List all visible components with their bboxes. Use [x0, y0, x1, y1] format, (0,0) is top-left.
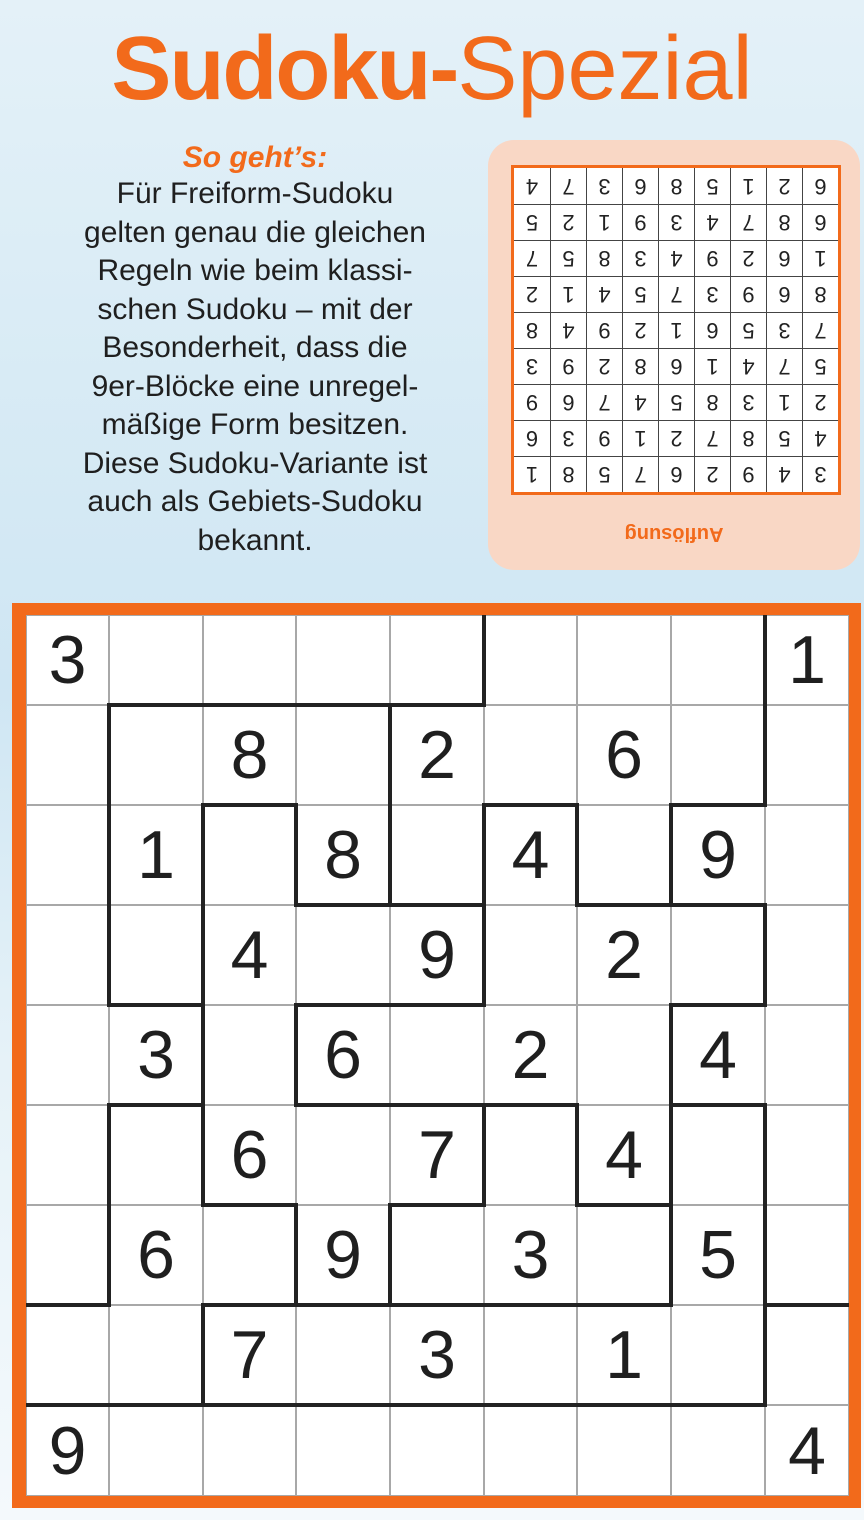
sudoku-cell[interactable]: 9 [671, 805, 765, 905]
sudoku-cell[interactable]: 6 [109, 1205, 203, 1305]
solution-cell: 8 [766, 204, 802, 240]
solution-cell: 8 [514, 312, 550, 348]
sudoku-cell[interactable] [390, 1405, 484, 1496]
solution-cell: 4 [622, 384, 658, 420]
solution-cell: 9 [586, 312, 622, 348]
sudoku-cell[interactable] [109, 905, 203, 1005]
solution-cell: 2 [730, 240, 766, 276]
sudoku-cell[interactable] [484, 1105, 577, 1205]
solution-cell: 3 [658, 204, 694, 240]
solution-cell: 5 [730, 312, 766, 348]
sudoku-cell[interactable] [296, 1305, 390, 1405]
sudoku-cell[interactable] [296, 1105, 390, 1205]
solution-cell: 7 [550, 168, 586, 204]
sudoku-cell[interactable] [203, 805, 296, 905]
sudoku-cell[interactable]: 3 [26, 615, 109, 705]
puzzle-grid [26, 615, 849, 1496]
solution-cell: 3 [550, 420, 586, 456]
sudoku-cell[interactable] [203, 615, 296, 705]
solution-cell: 6 [658, 348, 694, 384]
sudoku-cell[interactable]: 6 [203, 1105, 296, 1205]
solution-cell: 5 [514, 204, 550, 240]
sudoku-cell[interactable] [765, 705, 849, 805]
sudoku-cell[interactable] [296, 615, 390, 705]
sudoku-cell[interactable] [765, 1105, 849, 1205]
solution-cell: 1 [802, 240, 838, 276]
sudoku-cell[interactable] [390, 1005, 484, 1105]
sudoku-cell[interactable]: 9 [26, 1405, 109, 1496]
solution-cell: 9 [622, 204, 658, 240]
solution-cell: 4 [802, 420, 838, 456]
solution-cell: 1 [658, 312, 694, 348]
solution-cell: 1 [730, 168, 766, 204]
sudoku-cell[interactable] [390, 615, 484, 705]
solution-cell: 8 [586, 240, 622, 276]
solution-cell: 3 [514, 348, 550, 384]
page-title [0, 14, 864, 124]
sudoku-cell[interactable] [296, 1405, 390, 1496]
sudoku-cell[interactable] [577, 1405, 671, 1496]
sudoku-cell[interactable]: 8 [296, 805, 390, 905]
sudoku-cell[interactable] [26, 805, 109, 905]
solution-cell: 9 [694, 240, 730, 276]
solution-cell: 5 [622, 276, 658, 312]
solution-label: Auflösung [624, 523, 724, 545]
solution-cell: 7 [622, 456, 658, 492]
sudoku-cell[interactable]: 2 [484, 1005, 577, 1105]
solution-cell: 5 [802, 348, 838, 384]
sudoku-cell[interactable]: 3 [484, 1205, 577, 1305]
solution-cell: 6 [802, 168, 838, 204]
solution-cell: 5 [586, 456, 622, 492]
sudoku-cell[interactable] [296, 905, 390, 1005]
solution-cell: 8 [658, 168, 694, 204]
sudoku-cell[interactable] [577, 1205, 671, 1305]
sudoku-cell[interactable] [390, 805, 484, 905]
sudoku-cell[interactable]: 2 [577, 905, 671, 1005]
sudoku-cell[interactable]: 4 [203, 905, 296, 1005]
solution-cell: 9 [586, 420, 622, 456]
sudoku-cell[interactable] [26, 905, 109, 1005]
solution-cell: 2 [694, 456, 730, 492]
sudoku-cell[interactable] [484, 1405, 577, 1496]
solution-cell: 3 [766, 312, 802, 348]
sudoku-cell[interactable] [671, 1305, 765, 1405]
title-part-2: Spezial [457, 19, 753, 119]
solution-cell: 3 [586, 168, 622, 204]
sudoku-cell[interactable]: 3 [390, 1305, 484, 1405]
sudoku-cell[interactable] [671, 1405, 765, 1496]
sudoku-cell[interactable]: 9 [390, 905, 484, 1005]
solution-grid [511, 165, 841, 495]
sudoku-cell[interactable] [577, 805, 671, 905]
solution-cell: 9 [730, 456, 766, 492]
solution-cell: 6 [766, 276, 802, 312]
solution-cell: 6 [766, 240, 802, 276]
solution-cell: 7 [514, 240, 550, 276]
solution-cell: 6 [622, 168, 658, 204]
sudoku-cell[interactable]: 1 [109, 805, 203, 905]
solution-cell: 9 [514, 384, 550, 420]
solution-cell: 1 [766, 384, 802, 420]
solution-cell: 4 [586, 276, 622, 312]
sudoku-cell[interactable] [765, 905, 849, 1005]
solution-cell: 6 [550, 384, 586, 420]
solution-cell: 7 [730, 204, 766, 240]
sudoku-cell[interactable]: 8 [203, 705, 296, 805]
sudoku-cell[interactable]: 3 [109, 1005, 203, 1105]
sudoku-cell[interactable] [484, 1305, 577, 1405]
solution-cell: 2 [622, 312, 658, 348]
solution-cell: 3 [730, 384, 766, 420]
sudoku-cell[interactable]: 1 [577, 1305, 671, 1405]
sudoku-cell[interactable]: 4 [671, 1005, 765, 1105]
sudoku-cell[interactable] [765, 1005, 849, 1105]
solution-cell: 8 [622, 348, 658, 384]
sudoku-cell[interactable] [26, 1105, 109, 1205]
sudoku-cell[interactable] [484, 615, 577, 705]
sudoku-cell[interactable] [109, 615, 203, 705]
sudoku-cell[interactable] [671, 905, 765, 1005]
sudoku-cell[interactable] [296, 705, 390, 805]
sudoku-cell[interactable]: 6 [296, 1005, 390, 1105]
sudoku-cell[interactable] [109, 1405, 203, 1496]
solution-cell: 8 [550, 456, 586, 492]
sudoku-cell[interactable] [765, 1205, 849, 1305]
sudoku-cell[interactable]: 4 [484, 805, 577, 905]
sudoku-cell[interactable] [203, 1205, 296, 1305]
sudoku-cell[interactable] [484, 705, 577, 805]
sudoku-cell[interactable]: 2 [390, 705, 484, 805]
solution-cell: 4 [766, 456, 802, 492]
solution-cell: 1 [586, 204, 622, 240]
solution-cell: 5 [694, 168, 730, 204]
solution-cell: 9 [550, 348, 586, 384]
solution-cell: 3 [802, 456, 838, 492]
instructions-text: Für Freiform-Sudoku gelten genau die gleichen Regeln wie beim klassi- schen Sudoku – mit der Besonderheit, dass die 9er-Blöcke eine unregel- mäßige Form besitzen. Diese Sudoku-Variante ist auch als Gebiets-Sudoku bekannt. [82, 177, 428, 557]
solution-cell: 2 [766, 168, 802, 204]
sudoku-cell[interactable] [109, 1105, 203, 1205]
solution-cell: 6 [802, 204, 838, 240]
solution-cell: 5 [550, 240, 586, 276]
solution-cell: 3 [694, 276, 730, 312]
instructions-heading: So geht’s: [182, 141, 328, 174]
sudoku-cell[interactable] [577, 615, 671, 705]
solution-cell: 2 [514, 276, 550, 312]
solution-cell: 7 [658, 276, 694, 312]
sudoku-cell[interactable]: 4 [765, 1405, 849, 1496]
solution-cell: 1 [694, 348, 730, 384]
sudoku-cell[interactable] [671, 1105, 765, 1205]
solution-cell: 7 [586, 384, 622, 420]
solution-cell: 7 [802, 312, 838, 348]
sudoku-cell[interactable] [765, 1305, 849, 1405]
solution-cell: 4 [550, 312, 586, 348]
sudoku-cell[interactable] [26, 1305, 109, 1405]
solution-cell: 2 [550, 204, 586, 240]
sudoku-cell[interactable] [671, 615, 765, 705]
sudoku-cell[interactable]: 7 [390, 1105, 484, 1205]
solution-cell: 1 [550, 276, 586, 312]
solution-cell: 4 [730, 348, 766, 384]
sudoku-cell[interactable]: 7 [203, 1305, 296, 1405]
solution-cell: 1 [622, 420, 658, 456]
sudoku-cell[interactable] [484, 905, 577, 1005]
sudoku-cell[interactable] [765, 805, 849, 905]
solution-cell: 6 [514, 420, 550, 456]
solution-cell: 2 [658, 420, 694, 456]
solution-cell: 4 [658, 240, 694, 276]
sudoku-cell[interactable] [109, 1305, 203, 1405]
solution-cell: 5 [766, 420, 802, 456]
sudoku-cell[interactable] [671, 705, 765, 805]
sudoku-cell[interactable] [26, 705, 109, 805]
solution-cell: 8 [730, 420, 766, 456]
sudoku-cell[interactable] [203, 1405, 296, 1496]
solution-cell: 7 [694, 420, 730, 456]
sudoku-cell[interactable] [26, 1005, 109, 1105]
sudoku-cell[interactable]: 9 [296, 1205, 390, 1305]
sudoku-cell[interactable] [109, 705, 203, 805]
sudoku-cell[interactable] [203, 1005, 296, 1105]
solution-cell: 2 [586, 348, 622, 384]
solution-cell: 4 [525, 174, 539, 199]
title-part-1: Sudoku- [111, 19, 458, 119]
solution-cell: 3 [622, 240, 658, 276]
solution-cell: 4 [694, 204, 730, 240]
sudoku-cell[interactable]: 6 [577, 705, 671, 805]
sudoku-cell[interactable]: 4 [577, 1105, 671, 1205]
solution-cell: 6 [694, 312, 730, 348]
solution-cell: 8 [694, 384, 730, 420]
solution-cell: 6 [658, 456, 694, 492]
sudoku-cell[interactable] [26, 1205, 109, 1305]
sudoku-cell[interactable] [390, 1205, 484, 1305]
solution-cell: 5 [658, 384, 694, 420]
solution-cell: 7 [766, 348, 802, 384]
solution-cell: 2 [802, 384, 838, 420]
solution-cell: 1 [514, 456, 550, 492]
solution-cell: 8 [802, 276, 838, 312]
sudoku-cell[interactable]: 1 [765, 615, 849, 705]
sudoku-cell[interactable]: 5 [671, 1205, 765, 1305]
solution-cell: 9 [730, 276, 766, 312]
sudoku-cell[interactable] [577, 1005, 671, 1105]
